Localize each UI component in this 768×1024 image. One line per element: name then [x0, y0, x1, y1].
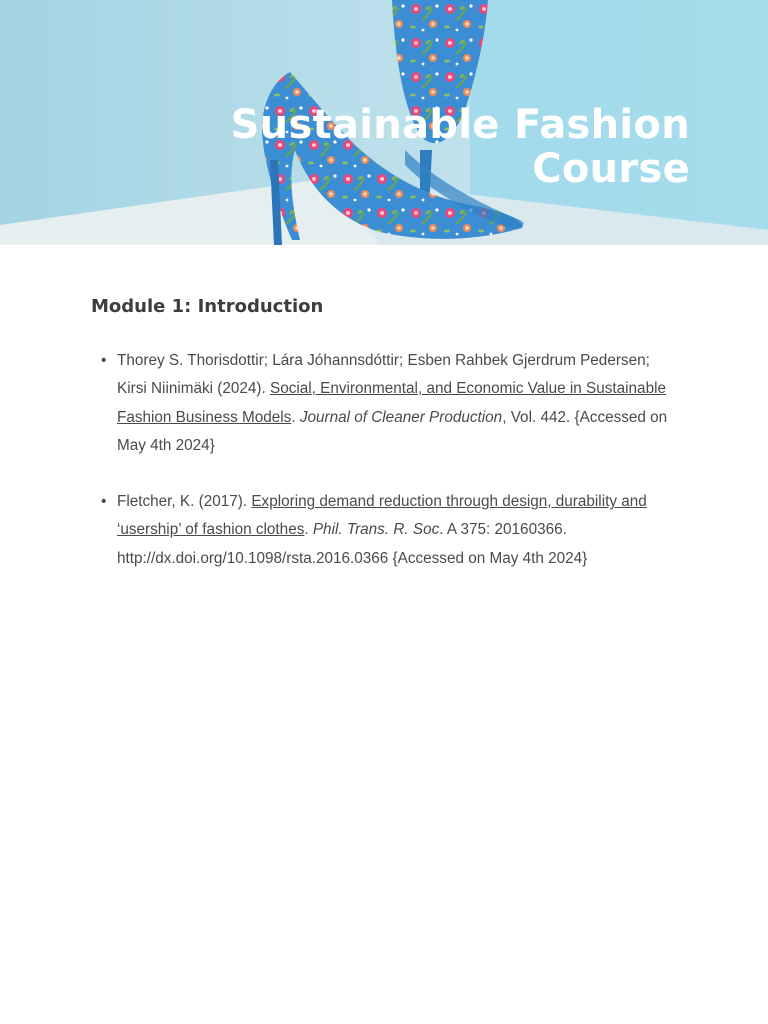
header-banner — [0, 0, 768, 245]
reference-item — [91, 347, 681, 460]
reference-item — [91, 488, 681, 573]
reference-link[interactable]: Social, Environmental, and Economic Value in Sustainable Fashion Business Models — [117, 380, 666, 426]
reference-tail: , Vol. 442. {Accessed on May 4th 2024} — [117, 408, 668, 454]
reference-journal: Phil. Trans. R. Soc — [312, 521, 440, 539]
page-title — [170, 103, 690, 191]
reference-authors: Fletcher, K. (2017). — [117, 493, 252, 511]
module-title: Module 1: Introduction — [91, 296, 324, 317]
reference-tail: . A 375: 20160366. http://dx.doi.org/10.1098/rsta.2016.0366 {Accessed on May 4th 2024} — [117, 521, 588, 567]
reference-list — [91, 347, 681, 573]
reference-link[interactable]: Exploring demand reduction through design, durability and ‘usership’ of fashion clothes — [117, 493, 647, 539]
reference-separator: . — [304, 521, 313, 539]
reference-journal: Journal of Cleaner Production — [299, 408, 503, 426]
reference-separator: . — [291, 408, 300, 426]
bullet-icon: • — [101, 352, 107, 369]
page-title-line1: Sustainable Fashion — [230, 102, 690, 148]
page-title-line2: Course — [532, 146, 690, 192]
main-content — [91, 296, 681, 601]
reference-authors: Thorey S. Thorisdottir; Lára Jóhannsdóttir; Esben Rahbek Gjerdrum Pedersen; Kirsi Niinimäki (2024). — [117, 352, 650, 398]
bullet-icon: • — [101, 493, 107, 511]
